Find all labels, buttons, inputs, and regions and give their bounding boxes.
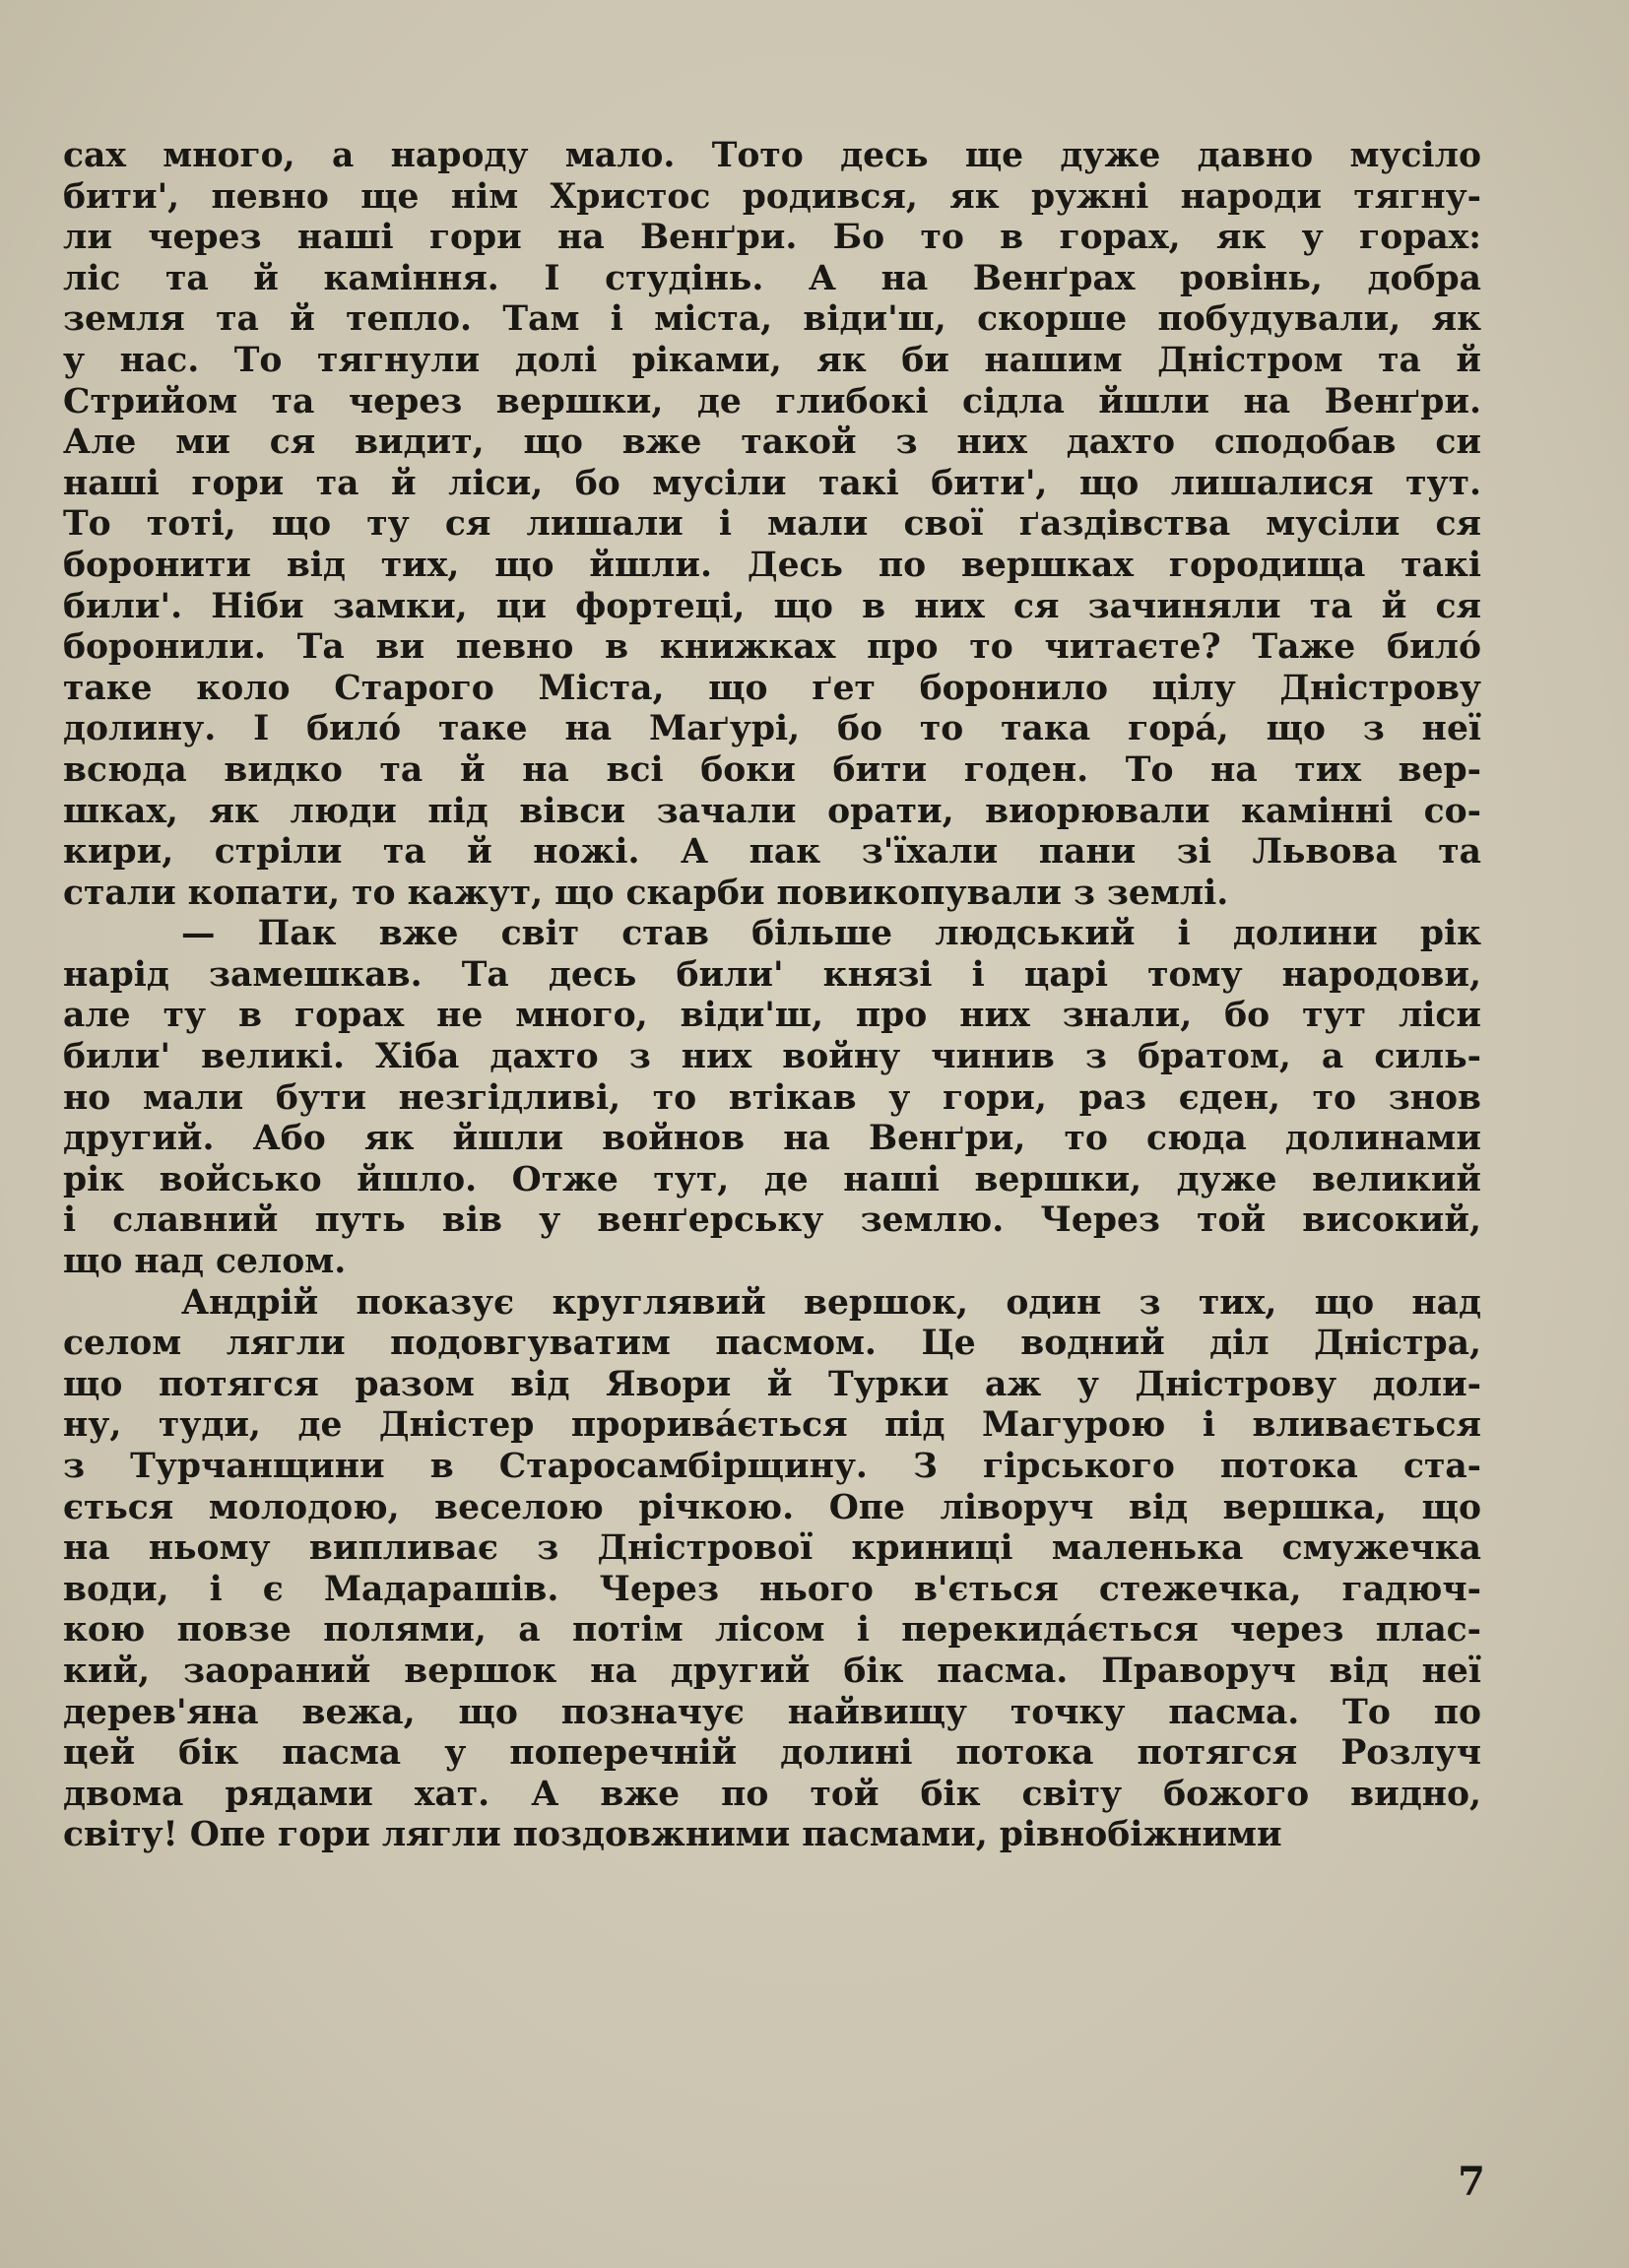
text-line: на ньому випливає з Дністрової криниці маленька смужечка [63, 1528, 1481, 1569]
text-line: бити', певно ще нім Христос родився, як ружні народи тягну- [63, 176, 1481, 217]
text-line: но мали бути незгідливі, то втікав у гори, раз єден, то знов [63, 1077, 1481, 1118]
text-line: Стрийом та через вершки, де глибокі сідла йшли на Венґри. [63, 381, 1481, 421]
text-line: били' великі. Хіба дахто з них войну чинив з братом, а силь- [63, 1037, 1481, 1077]
text-line: стали копати, то кажут, що скарби повикопували з землі. [63, 873, 1229, 913]
text-line: води, і є Мадарашів. Через нього в'ється стежечка, гадюч- [63, 1569, 1481, 1609]
text-line: Андрій показує круглявий вершок, один з тих, що над [181, 1282, 1481, 1323]
text-line: таке коло Старого Міста, що ґет боронило цілу Дністрову [63, 668, 1481, 708]
text-line: — Пак вже світ став більше людський і долини рік [181, 914, 1481, 954]
text-line: Але ми ся видит, що вже такой з них дахто сподобав си [63, 422, 1481, 463]
text-line: всюда видко та й на всі боки бити годен. То на тих вер- [63, 749, 1481, 790]
text-line: кири, стріли та й ножі. А пак з'їхали пани зі Львова та [63, 832, 1481, 873]
paragraph [63, 136, 1481, 914]
text-line: що потягся разом від Явори й Турки аж у Дністрову доли- [63, 1364, 1481, 1404]
text-line: рік войсько йшло. Отже тут, де наші вершки, дуже великий [63, 1159, 1481, 1199]
text-line: і славний путь вів у венґерську землю. Через той високий, [63, 1200, 1481, 1241]
text-line: другий. Або як йшли войнов на Венґри, то сюда долинами [63, 1119, 1481, 1159]
text-line: ється молодою, веселою річкою. Опе ліворуч від вершка, що [63, 1487, 1481, 1527]
text-line: То тоті, що ту ся лишали і мали свої ґаздівства мусіли ся [63, 504, 1481, 545]
text-line: били'. Ніби замки, ци фортеці, що в них ся зачиняли та й ся [63, 586, 1481, 626]
text-line: сах много, а народу мало. Тото десь ще дуже давно мусіло [63, 136, 1481, 175]
text-line: світу! Опе гори лягли поздовжними пасмами, рівнобіжними [63, 1815, 1282, 1855]
text-line: цей бік пасма у поперечній долині потока потягся Розлуч [63, 1733, 1481, 1774]
text-line: дерев'яна вежа, що позначує найвищу точку пасма. То по [63, 1692, 1481, 1732]
text-line: але ту в горах не много, віди'ш, про них знали, бо тут ліси [63, 996, 1481, 1036]
text-line: боронили. Та ви певно в книжках про то читаєте? Таже било́ [63, 627, 1481, 668]
text-line: двома рядами хат. А вже по той бік світу божого видно, [63, 1774, 1481, 1814]
text-line: нарід замешкав. Та десь били' князі і царі тому народови, [63, 954, 1481, 995]
paragraph [63, 914, 1481, 1282]
text-line: боронити від тих, що йшли. Десь по вершках городища такі [63, 545, 1481, 585]
text-line: ли через наші гори на Венґри. Бо то в горах, як у горах: [63, 218, 1481, 258]
text-line: селом лягли подовгуватим пасмом. Це водний діл Дністра, [63, 1324, 1481, 1364]
body-text [63, 136, 1481, 1856]
text-line: у нас. То тягнули долі ріками, як би нашим Дністром та й [63, 340, 1481, 380]
text-line: з Турчанщини в Старосамбірщину. З гірського потока ста- [63, 1447, 1481, 1486]
text-line: ліс та й каміння. І студінь. А на Венґрах рoвінь, добра [63, 258, 1481, 298]
text-line: кою повзе полями, а потім лісом і перекида́ється через плас- [63, 1610, 1481, 1651]
text-line: ну, туди, де Дністер прорива́ється під Магурою і вливається [63, 1405, 1481, 1446]
text-line: що над селом. [63, 1242, 347, 1282]
text-line: шках, як люди під вівси зачали орати, виорювали камінні со- [63, 791, 1481, 831]
text-line: наші гори та й ліси, бо мусіли такі бити', що лишалися тут. [63, 463, 1481, 503]
page-number: 7 [1458, 2159, 1485, 2205]
paragraph [63, 1283, 1481, 1856]
text-line: долину. І било́ таке на Маґурі, бо то така гора́, що з неї [63, 709, 1481, 749]
text-line: земля та й тепло. Там і міста, віди'ш, скорше побудували, як [63, 299, 1481, 340]
text-line: кий, заораний вершок на другий бік пасма. Праворуч від неї [63, 1651, 1481, 1691]
